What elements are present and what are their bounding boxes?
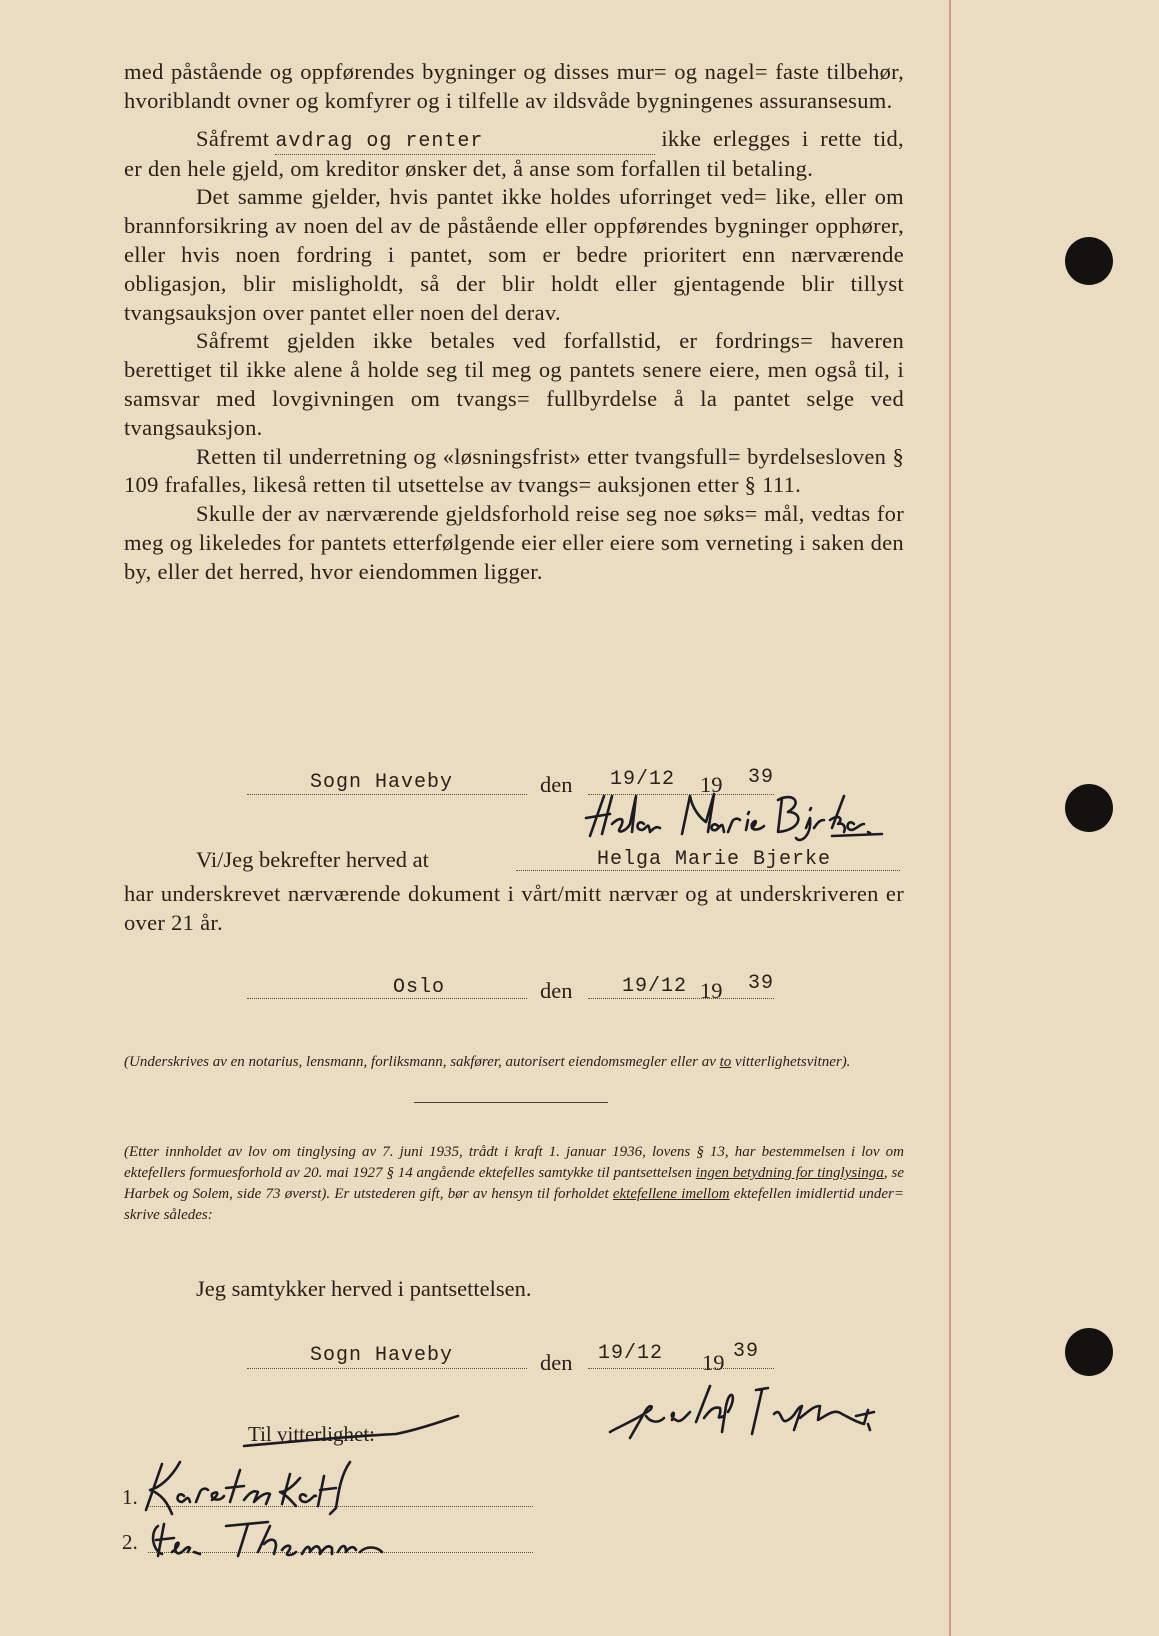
confirm-name: Helga Marie Bjerke <box>597 848 832 871</box>
witness-heading: Til vitterlighet: <box>248 1422 375 1446</box>
confirm-label: Vi/Jeg bekrefter herved at <box>196 847 429 872</box>
note1-end: vitterlighetsvitner). <box>735 1054 851 1070</box>
date-3: 19/12 <box>598 1342 664 1365</box>
note2-text-mid: , se Harbek og Solem, side 73 øverst). Er utstederen gift, bør av hensyn til forholdet <box>124 1165 904 1202</box>
note2-end: ektefellen imidlertid under= skrive således: <box>124 1186 905 1223</box>
signature-flourish <box>236 1414 466 1454</box>
main-text <box>124 58 904 587</box>
place-1: Sogn Haveby <box>310 771 454 794</box>
signature-witness-2 <box>146 1516 406 1566</box>
year-2: 39 <box>748 972 775 995</box>
place-3: Sogn Haveby <box>310 1344 454 1367</box>
witness-number-1: 1. <box>122 1485 138 1509</box>
date-2: 19/12 <box>622 975 688 998</box>
year-1: 39 <box>748 766 775 789</box>
den-label: den <box>540 772 573 797</box>
date-line <box>588 998 774 999</box>
paragraph-due-date: Såfremt gjelden ikke betales ved forfallstid, er fordrings= haveren berettiget til ikke alene å holde seg til meg og pantets senere eiere, men også til, i samsvar med lovgivningen om tvangs= fullbyrdelse å la pantet selge ved tvangsauksjon. <box>124 328 904 440</box>
date-line <box>588 1368 774 1369</box>
paragraph-notice: Retten til underretning og «løsningsfrist» etter tvangsfull= byrdelsesloven § 109 frafalles, likeså retten til utsettelse av tvangs= auksjonen etter § 111. <box>124 443 904 498</box>
century-1: 19 <box>700 772 723 797</box>
place-line <box>247 1368 527 1369</box>
divider <box>414 1102 608 1103</box>
century-3: 19 <box>702 1350 725 1375</box>
filled-installments: avdrag og renter <box>275 129 484 153</box>
signature-helga <box>582 788 912 848</box>
consent-text: Jeg samtykker herved i pantsettelsen. <box>196 1276 532 1301</box>
text-installments-rest: ikke erlegges i rette tid, er den hele gjeld, om kreditor ønsker det, å anse som forfallen til betaling. <box>124 125 904 181</box>
confirm-rest-wrap <box>124 880 904 938</box>
paragraph-installments <box>124 125 904 184</box>
punch-hole <box>1065 1328 1113 1376</box>
place-2: Oslo <box>393 976 446 999</box>
paragraph-same-applies: Det samme gjelder, hvis pantet ikke holdes uforringet ved= like, eller om brannforsikring av noen del av de påstående eller oppførendes bygninger opphører, eller hvis noen fordring i pantet, som er bedre prioritert enn nærværende obligasjon, blir misligholdt, så der blir holdt eller gjentagende blir tillyst tvangsauksjon over pantet eller noen del derav. <box>124 184 904 325</box>
note2-text: (Etter innholdet av lov om tinglysing av 7. juni 1935, trådt i kraft 1. januar 1936, lovens § 13, har bestemmelsen i lov om ektefellers formuesforhold av 20. mai 1927 § 14 angående ektefelles samtykke til pantsettelsen <box>124 1144 904 1181</box>
paragraph-venue: Skulle der av nærværende gjeldsforhold reise seg noe søks= mål, vedtas for meg og likeledes for pantets etterfølgende eier eller eiere som verneting i saken den by, eller det herred, hvor eiendommen ligger. <box>124 501 904 584</box>
note2-underlined-2: ektefellene imellom <box>612 1186 730 1202</box>
paragraph-assurance: med påstående og oppførendes bygninger og disses mur= og nagel= faste tilbehør, hvoriblandt ovner og komfyrer og i tilfelle av ildsvåde bygningenes assuransesum. <box>124 59 904 113</box>
confirm-rest: har underskrevet nærværende dokument i vårt/mitt nærvær og at underskriveren er over 21 år. <box>124 881 904 935</box>
punch-hole <box>1065 784 1113 832</box>
note1-underlined: to <box>719 1054 732 1070</box>
note-tinglysing <box>124 1142 904 1226</box>
den-label: den <box>540 978 573 1003</box>
punch-hole <box>1065 237 1113 285</box>
signature-spouse <box>606 1376 956 1446</box>
year-3: 39 <box>733 1340 760 1363</box>
place-line <box>247 998 527 999</box>
signature-witness-1 <box>140 1456 450 1516</box>
note-witness-instruction <box>124 1052 904 1073</box>
witness-number-2: 2. <box>122 1530 138 1554</box>
century-2: 19 <box>700 978 723 1003</box>
place-line <box>247 794 527 795</box>
den-label: den <box>540 1350 573 1375</box>
label-safremt: Såfremt <box>196 125 270 151</box>
note2-underlined: ingen betydning for tinglysinga <box>695 1165 884 1181</box>
note1-text: (Underskrives av en notarius, lensmann, forliksmann, sakfører, autorisert eiendomsmegler eller av <box>124 1054 716 1070</box>
date-1: 19/12 <box>610 768 676 791</box>
